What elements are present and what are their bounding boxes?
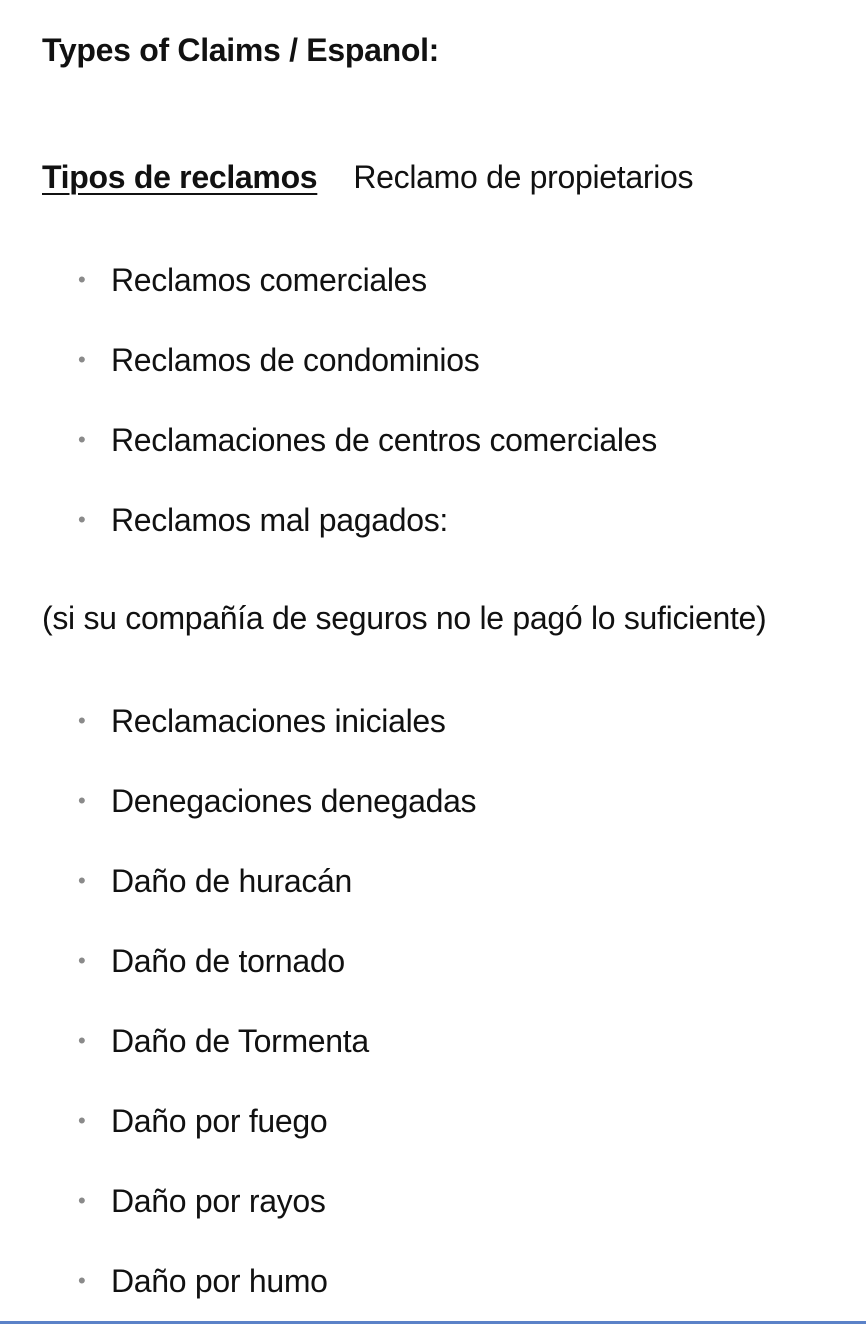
bullet-icon: •: [78, 427, 86, 452]
homeowner-claim-label: Reclamo de propietarios: [353, 159, 694, 195]
bullet-icon: •: [78, 507, 86, 532]
bullet-icon: •: [78, 868, 86, 893]
list-item-text: Reclamos comerciales: [111, 262, 427, 298]
list-item-text: Daño de huracán: [111, 863, 353, 899]
bullet-icon: •: [78, 948, 86, 973]
bullet-icon: •: [78, 347, 86, 372]
bullet-icon: •: [78, 1108, 86, 1133]
bullet-icon: •: [78, 788, 86, 813]
list-item-text: Reclamos de condominios: [111, 342, 480, 378]
bullet-icon: •: [78, 1028, 86, 1053]
underpaid-note: (si su compañía de seguros no le pagó lo suficiente): [42, 600, 767, 636]
claim-types-subheading: [42, 155, 693, 199]
list-item-text: Daño de tornado: [111, 943, 345, 979]
list-item-text: Reclamaciones de centros comerciales: [111, 422, 657, 458]
list-item-text: Daño por humo: [111, 1263, 328, 1299]
bullet-icon: •: [78, 708, 86, 733]
list-item-text: Reclamos mal pagados:: [111, 502, 448, 538]
list-item-text: Daño de Tormenta: [111, 1023, 369, 1059]
bullet-icon: •: [78, 1188, 86, 1213]
bullet-icon: •: [78, 1268, 86, 1293]
list-item-text: Reclamaciones iniciales: [111, 703, 446, 739]
claim-types-underlined-label: Tipos de reclamos: [42, 159, 318, 195]
list-item-text: Denegaciones denegadas: [111, 783, 477, 819]
bullet-icon: •: [78, 267, 86, 292]
list-item-text: Daño por rayos: [111, 1183, 326, 1219]
page-title: Types of Claims / Espanol:: [42, 32, 440, 68]
list-item-text: Daño por fuego: [111, 1103, 328, 1139]
